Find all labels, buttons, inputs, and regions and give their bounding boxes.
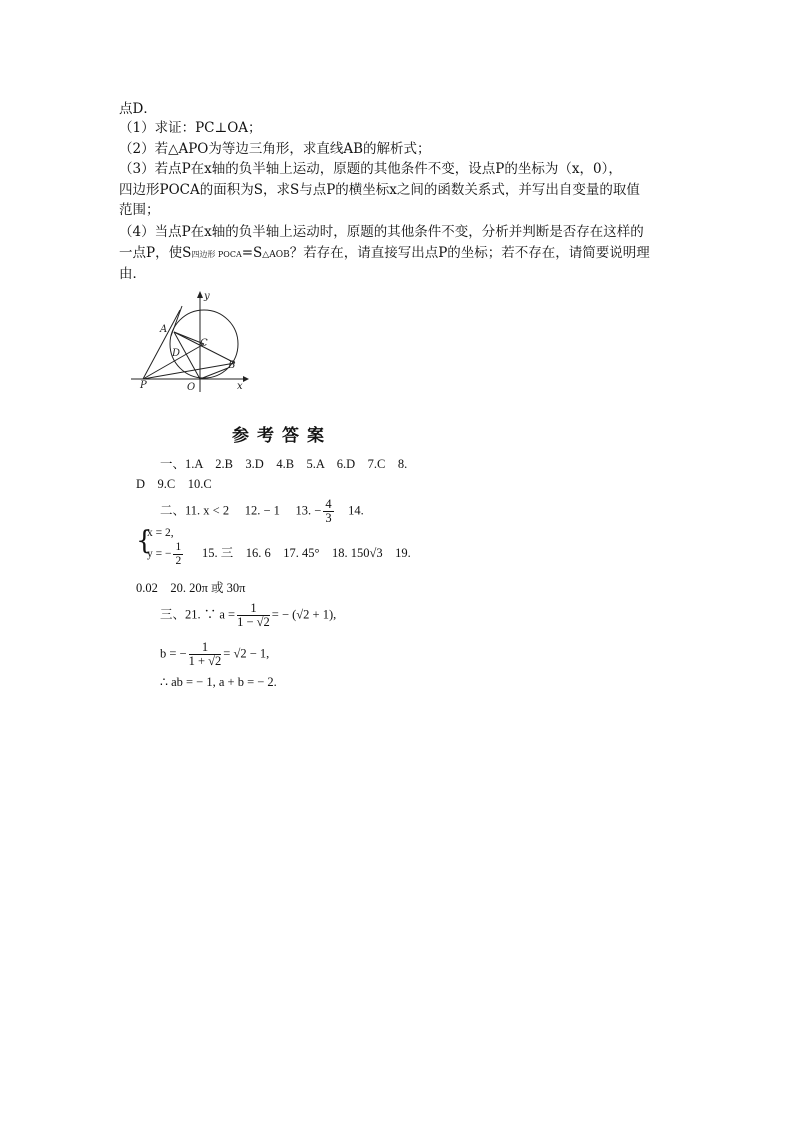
answer-line-3 bbox=[160, 498, 364, 525]
equation-y bbox=[147, 541, 185, 568]
label-b: B bbox=[228, 360, 236, 371]
fraction-numerator: 1 bbox=[175, 541, 182, 553]
answer-7-pre: b = − bbox=[160, 646, 187, 661]
fraction-4-3 bbox=[323, 498, 333, 525]
fraction-numerator: 1 bbox=[189, 641, 222, 655]
answer-6-post: = − (√2 + 1), bbox=[271, 607, 337, 622]
fraction-numerator: 1 bbox=[237, 602, 270, 616]
answers-title: 参考答案 bbox=[232, 426, 332, 446]
answer-line-5: 0.02 20. 20π 或 30π bbox=[136, 581, 246, 595]
brace: { bbox=[136, 526, 153, 556]
question-3-line-a: （3）若点P在x轴的负半轴上运动，原题的其他条件不变，设点P的坐标为（x，0）， bbox=[119, 161, 622, 177]
label-o: O bbox=[187, 382, 196, 393]
fraction-a bbox=[237, 602, 270, 629]
fraction-denominator: 2 bbox=[175, 555, 182, 567]
fraction-b bbox=[189, 641, 222, 668]
x-axis-arrow bbox=[243, 376, 249, 382]
answer-6-pre: 三、21. ∵ a = bbox=[160, 607, 236, 622]
answer-line-7 bbox=[160, 641, 269, 668]
line-tangent bbox=[171, 306, 182, 336]
question-3-line-c: 范围； bbox=[119, 202, 160, 218]
q4-text-post: ？若存在，请直接写出点P的坐标；若不存在，请简要说明理 bbox=[289, 245, 650, 261]
q4-text-mid: =S bbox=[241, 245, 263, 261]
answer-line-2: D 9.C 10.C bbox=[136, 477, 212, 491]
geometry-figure bbox=[125, 288, 255, 394]
label-a: A bbox=[160, 324, 168, 335]
fraction-denominator: 1 + √2 bbox=[188, 654, 222, 668]
answer-3-pre: 二、11. x < 2 12. − 1 13. − bbox=[160, 503, 322, 518]
problem-line-0: 点D． bbox=[119, 101, 157, 117]
answer-line-6 bbox=[160, 602, 336, 629]
label-x: x bbox=[237, 381, 243, 392]
line-ob bbox=[200, 368, 228, 379]
fraction-denominator: 1 − √2 bbox=[237, 615, 270, 629]
label-d: D bbox=[172, 348, 181, 359]
q4-subscript-triangle: △AOB bbox=[262, 250, 290, 260]
answer-7-post: = √2 − 1, bbox=[223, 646, 270, 661]
question-3-line-b: 四边形POCA的面积为S，求S与点P的横坐标x之间的函数关系式，并写出自变量的取值 bbox=[119, 182, 640, 198]
q4-text-pre: 一点P，使S bbox=[119, 245, 192, 261]
question-1: （1）求证：PC⊥OA； bbox=[119, 120, 262, 136]
fraction-1-2 bbox=[173, 541, 183, 568]
answer-3-post: 14. bbox=[348, 503, 364, 518]
question-4-line-c: 由． bbox=[119, 266, 146, 282]
equation-x: x = 2, bbox=[147, 527, 174, 539]
equation-y-pre: y = − bbox=[147, 548, 172, 561]
y-axis-arrow bbox=[197, 291, 203, 298]
answer-line-8: ∴ ab = − 1, a + b = − 2. bbox=[160, 675, 277, 689]
question-4-line-a: （4）当点P在x轴的负半轴上运动时，原题的其他条件不变，分析并判断是否存在这样的 bbox=[119, 224, 644, 240]
question-2: （2）若△APO为等边三角形，求直线AB的解析式； bbox=[119, 141, 431, 157]
q4-subscript-quad: 四边形 POCA bbox=[191, 250, 242, 259]
answer-line-4: 15. 三 16. 6 17. 45° 18. 150√3 19. bbox=[202, 546, 411, 560]
answer-line-1: 一、1.A 2.B 3.D 4.B 5.A 6.D 7.C 8. bbox=[160, 457, 408, 471]
label-p: P bbox=[140, 380, 147, 391]
label-c: C bbox=[200, 338, 208, 349]
fraction-numerator: 4 bbox=[325, 497, 332, 511]
question-4-line-b bbox=[119, 245, 650, 263]
fraction-denominator: 3 bbox=[325, 511, 332, 525]
label-y: y bbox=[204, 291, 210, 302]
